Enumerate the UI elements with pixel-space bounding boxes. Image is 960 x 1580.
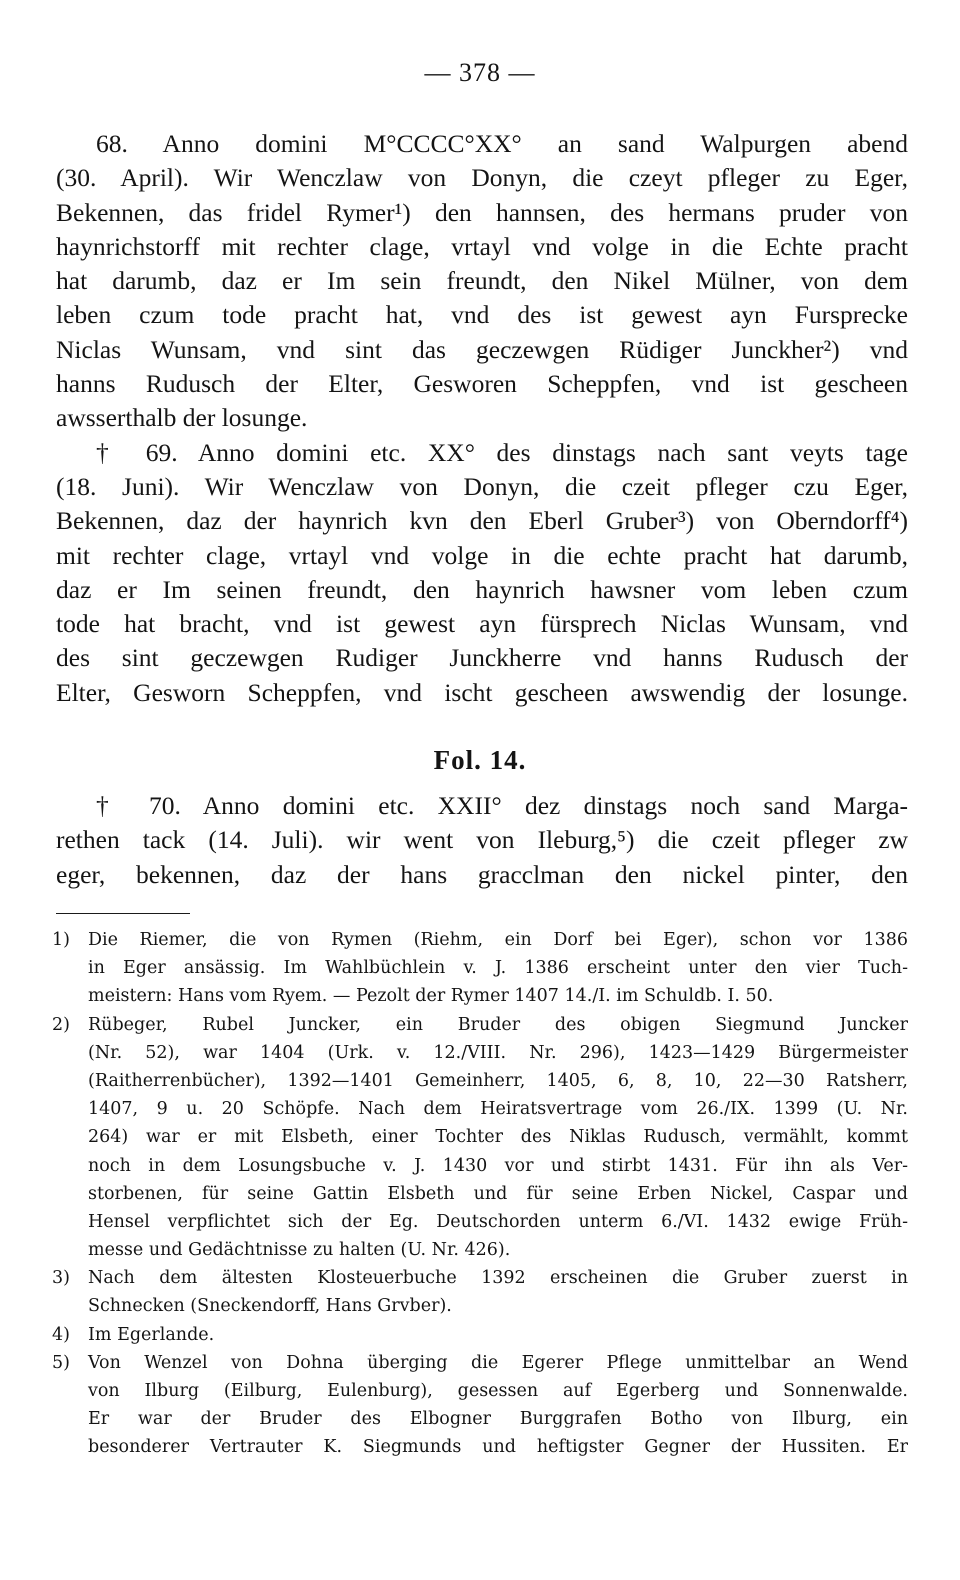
text-line: Bekennen, daz der haynrich kvn den Eberl Gruber³) von Oberndorff⁴) xyxy=(56,506,908,536)
text-line: Bekennen, das fridel Rymer¹) den hannsen, des hermans pruder von xyxy=(56,197,908,227)
text-line: haynrichstorff mit rechter clage, vrtayl vnd volge in die Echte pracht xyxy=(56,231,908,261)
footnotes xyxy=(52,926,908,1462)
footnote-3 xyxy=(52,1264,908,1320)
footnote-line: meistern: Hans vom Ryem. — Pezolt der Rymer 1407 14./I. im Schuldb. I. 50. xyxy=(88,986,774,1007)
footnote-line: storbenen, für seine Gattin Elsbeth und für seine Erben Nickel, Caspar und xyxy=(88,1183,908,1204)
footnote-line: 1407, 9 u. 20 Schöpfe. Nach dem Heiratsvertrage vom 26./IX. 1399 (U. Nr. xyxy=(88,1099,908,1120)
footnote-line: 264) war er mit Elsbeth, einer Tochter des Niklas Rudusch, vermählt, kommt xyxy=(88,1127,908,1148)
text-line: mit rechter clage, vrtayl vnd volge in die echte pracht hat darumb, xyxy=(56,540,908,570)
text-line: des sint geczewgen Rudiger Junckherre vnd hanns Rudusch der xyxy=(56,643,908,673)
text-line: (18. Juni). Wir Wenczlaw von Donyn, die czeit pfleger czu Eger, xyxy=(56,471,908,501)
footnote-number: 1) xyxy=(52,930,70,950)
text-line: 68. Anno domini M°CCCC°XX° an sand Walpurgen abend xyxy=(96,129,908,158)
footnote-text: Im Egerlande. xyxy=(88,1324,215,1345)
footnote-line: Hensel verpflichtet sich der Eg. Deutschorden unterm 6./VI. 1432 ewige Früh- xyxy=(88,1211,908,1232)
footnote-line xyxy=(52,1011,908,1039)
footnote-line: noch in dem Losungsbuche v. J. 1430 vor und stirbt 1431. Für ihn als Ver- xyxy=(88,1155,908,1176)
footnote-number: 3) xyxy=(52,1268,70,1289)
text-line: daz er Im seinen freundt, den haynrich hawsner vom leben czum xyxy=(56,574,908,604)
footnote-text: Nach dem ältesten Klosteuerbuche 1392 erscheinen die Gruber zuerst in xyxy=(88,1268,908,1289)
footnote-line xyxy=(52,926,908,954)
text-line: tode hat bracht, vnd ist gewest ayn fürsprech Niclas Wunsam, vnd xyxy=(56,609,908,639)
text-line: rethen tack (14. Juli). wir went von Ileburg,⁵) die czeit pfleger zw xyxy=(56,825,908,855)
footnote-text: Die Riemer, die von Rymen (Riehm, ein Dorf bei Eger), schon vor 1386 xyxy=(88,930,908,950)
text-line: eger, bekennen, daz der hans gracclman den nickel pinter, den xyxy=(56,859,908,889)
footnote-line xyxy=(52,1321,908,1349)
text-line: Niclas Wunsam, vnd sint das geczewgen Rüdiger Junckher²) vnd xyxy=(56,334,908,364)
text-line: † 70. Anno domini etc. XXII° dez dinstags noch sand Marga- xyxy=(96,791,908,820)
footnote-line: von Ilburg (Eilburg, Eulenburg), gesessen auf Egerberg und Sonnenwalde. xyxy=(88,1381,908,1401)
text-line: hanns Rudusch der Elter, Gesworen Scheppfen, vnd ist gescheen xyxy=(56,369,908,399)
footnote-1 xyxy=(52,926,908,1011)
footnote-line: (Nr. 52), war 1404 (Urk. v. 12./VIII. Nr. 296), 1423—1429 Bürgermeister xyxy=(88,1042,908,1063)
footnote-4 xyxy=(52,1321,908,1349)
footnote-line: in Eger ansässig. Im Wahlbüchlein v. J. 1386 erscheint unter den vier Tuch- xyxy=(88,958,908,979)
entry-70 xyxy=(56,789,908,892)
text-line: awsserthalb der losunge. xyxy=(56,403,308,433)
text-line: Elter, Gesworn Scheppfen, vnd ischt gescheen awswendig der losunge. xyxy=(56,677,908,707)
text-line: † 69. Anno domini etc. XX° des dinstags nach sant veyts tage xyxy=(96,437,908,467)
footnote-number: 5) xyxy=(52,1352,70,1373)
page-number: — 378 — xyxy=(424,58,536,87)
footnote-number: 2) xyxy=(52,1014,70,1035)
text-line: (30. April). Wir Wenczlaw von Donyn, die czeyt pfleger zu Eger, xyxy=(56,163,908,193)
footnote-separator xyxy=(56,913,190,914)
footnote-text: Von Wenzel von Dohna überging die Egerer Pflege unmittelbar an Wend xyxy=(88,1352,908,1373)
text-line: hat darumb, daz er Im sein freundt, den Nikel Mülner, von dem xyxy=(56,266,908,296)
footnote-number: 4) xyxy=(52,1324,70,1345)
main-text xyxy=(56,127,908,710)
footnote-line: Er war der Bruder des Elbogner Burggrafen Botho von Ilburg, ein xyxy=(88,1409,908,1430)
footnote-line: besonderer Vertrauter K. Siegmunds und heftigster Gegner der Hussiten. Er xyxy=(88,1437,908,1458)
footnote-line xyxy=(52,1264,908,1292)
folio-heading: Fol. 14. xyxy=(433,745,527,775)
footnote-line: Schnecken (Sneckendorff, Hans Grvber). xyxy=(88,1296,452,1317)
footnote-5 xyxy=(52,1349,908,1462)
text-line: leben czum tode pracht hat, vnd des ist gewest ayn Fursprecke xyxy=(56,300,908,330)
footnote-line: (Raitherrenbücher), 1392—1401 Gemeinherr, 1405, 6, 8, 10, 22—30 Ratsherr, xyxy=(88,1070,908,1091)
footnote-line: messe und Gedächtnisse zu halten (U. Nr. 426). xyxy=(88,1240,511,1261)
entry-68 xyxy=(56,127,908,436)
footnote-line xyxy=(52,1349,908,1377)
footnote-2 xyxy=(52,1011,908,1265)
entry-69 xyxy=(56,436,908,710)
footnote-text: Rübeger, Rubel Juncker, ein Bruder des obigen Siegmund Juncker xyxy=(88,1014,908,1035)
